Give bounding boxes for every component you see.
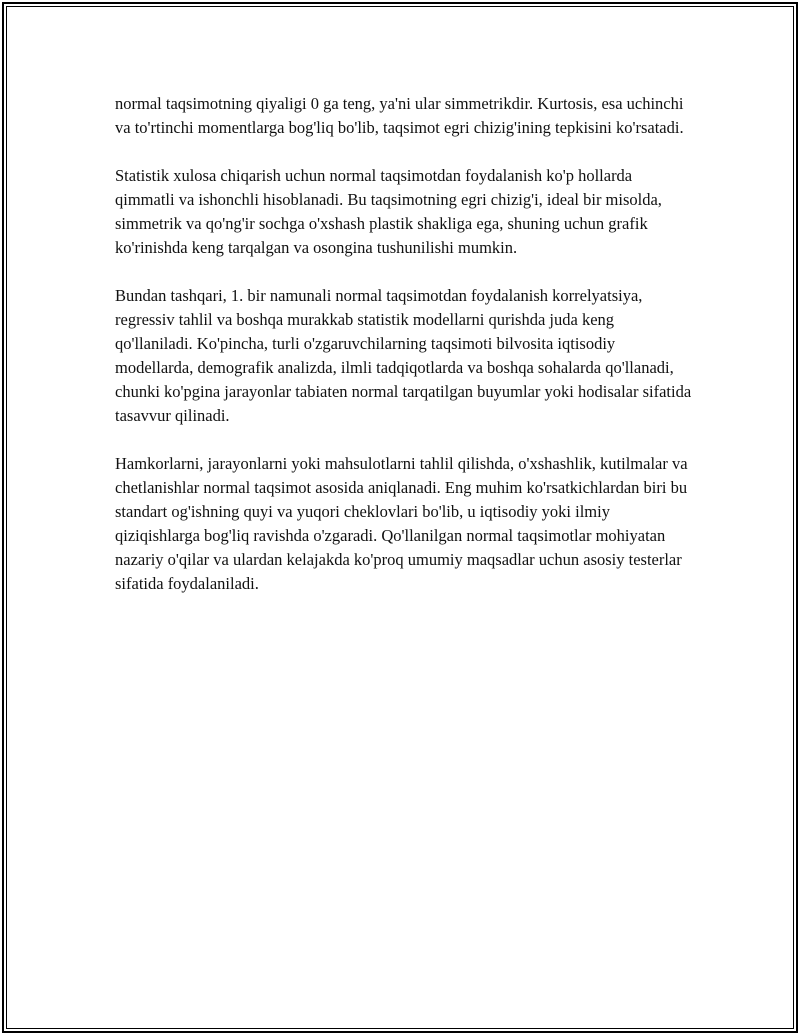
paragraph-2: Statistik xulosa chiqarish uchun normal taqsimotdan foydalanish ko'p hollarda qimmatli va ishonchli hisoblanadi. Bu taqsimotning egri chizig'i, ideal bir misolda, simmetrik va qo'ng'ir sochga o'xshash plastik shakliga ega, shuning uchun grafik ko'rinishda keng tarqalgan va osongina tushunilishi mumkin. [115,166,662,257]
paragraph-3: Bundan tashqari, 1. bir namunali normal taqsimotdan foydalanish korrelyatsiya, regressiv tahlil va boshqa murakkab statistik modellarni qurishda juda keng qo'llaniladi. Ko'pincha, turli o'zgaruvchilarning taqsimoti bilvosita iqtisodiy modellarda, demografik analizda, ilmli tadqiqotlarda va boshqa sohalarda qo'llanadi, chunki ko'pgina jarayonlar tabiaten normal tarqatilgan buyumlar yoki hodisalar sifatida tasavvur qilinadi. [115,286,692,425]
paragraph-4: Hamkorlarni, jarayonlarni yoki mahsulotlarni tahlil qilishda, o'xshashlik, kutilmalar va chetlanishlar normal taqsimot asosida aniqlanadi. Eng muhim ko'rsatkichlardan biri bu standart og'ishning quyi va yuqori cheklovlari bo'lib, u iqtisodiy yoki ilmiy qiziqishlarga bog'liq ravishda o'zgaradi. Qo'llanilgan normal taqsimotlar mohiyatan nazariy o'qilar va ulardan kelajakda ko'proq umumiy maqsadlar uchun asosiy testerlar sifatida foydalaniladi. [115,454,688,593]
document-body [115,92,695,620]
paragraph-1: normal taqsimotning qiyaligi 0 ga teng, ya'ni ular simmetrikdir. Kurtosis, esa uchinchi va to'rtinchi momentlarga bog'liq bo'lib, taqsimot egri chizig'ining tepkisini ko'rsatadi. [115,94,684,137]
